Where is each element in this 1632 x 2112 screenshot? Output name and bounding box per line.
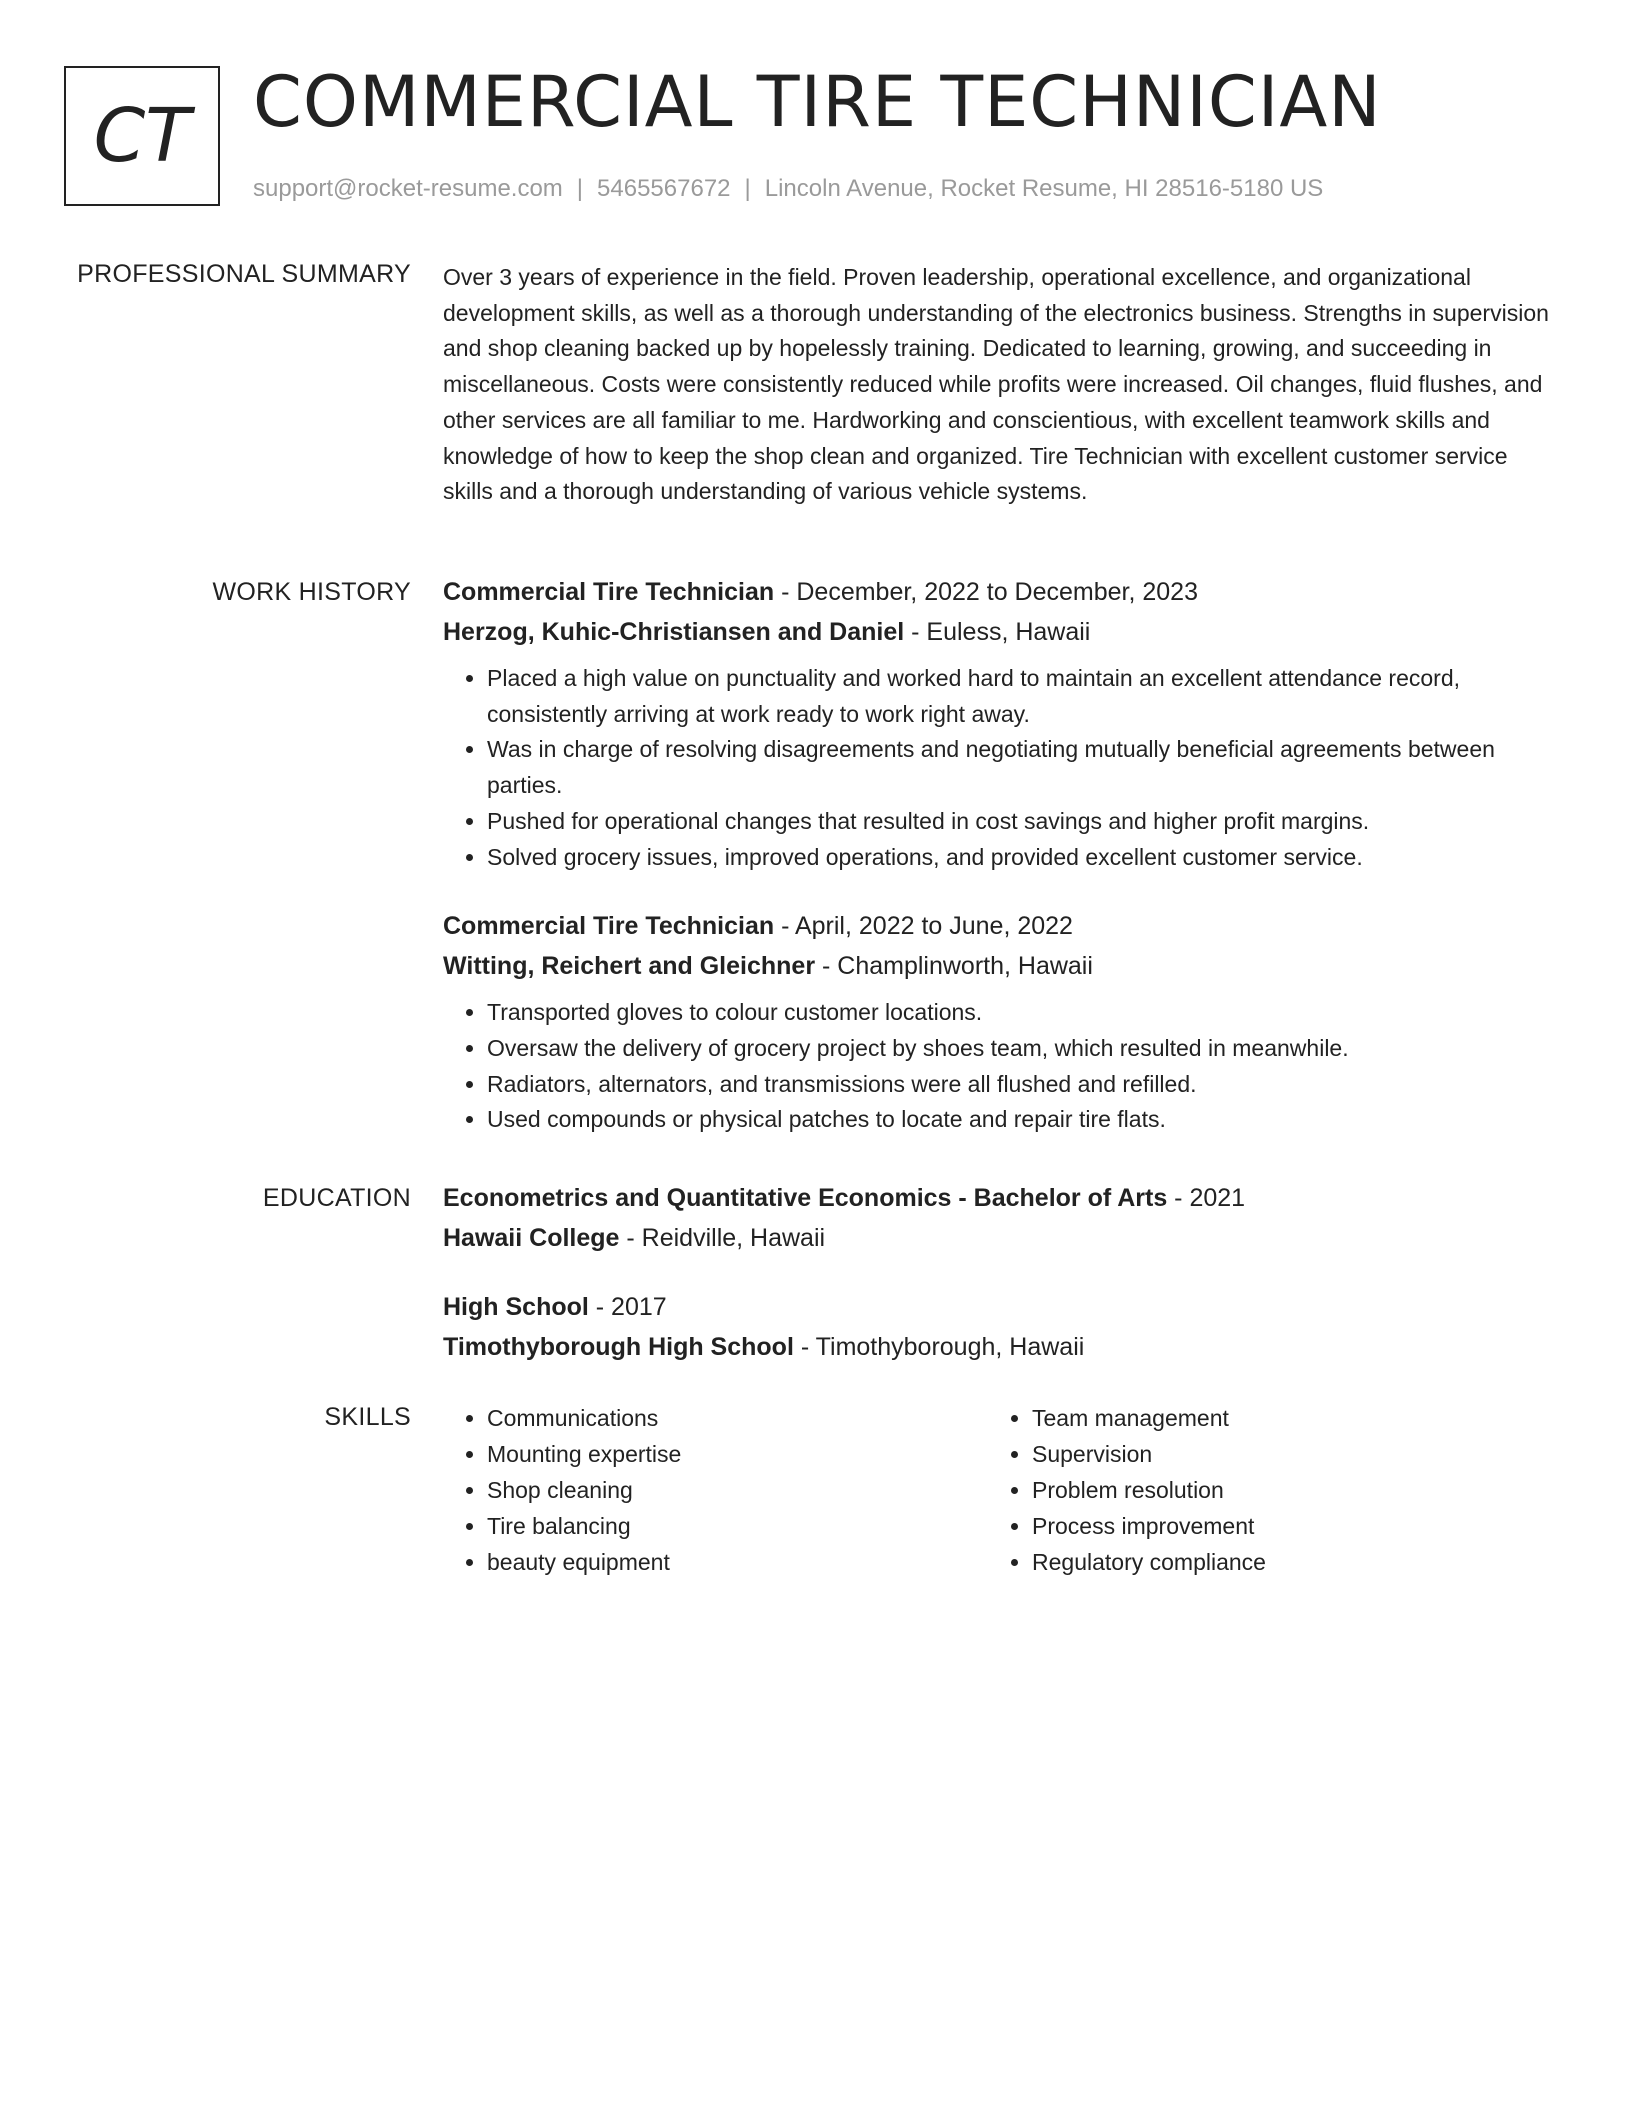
- skill-item: • Supervision: [1032, 1436, 1533, 1472]
- skills-column-right: [988, 1400, 1533, 1580]
- education-school: Timothyborough High School: [443, 1333, 794, 1361]
- skills-body: [443, 1400, 1553, 1580]
- section-label-skills: SKILLS: [324, 1403, 411, 1431]
- contact-address: Lincoln Avenue, Rocket Resume, HI 28516-5180 US: [764, 175, 1324, 202]
- job-bullet: • Placed a high value on punctuality and worked hard to maintain an excellent attendance record, consistently arriving at work ready to work right away.: [487, 661, 1553, 732]
- job-dates: - December, 2022 to December, 2023: [774, 578, 1198, 606]
- section-label-work-history: WORK HISTORY: [212, 578, 411, 606]
- skill-item: • Process improvement: [1032, 1508, 1533, 1544]
- skill-item: • Shop cleaning: [487, 1472, 988, 1508]
- education-degree-line: [443, 1178, 1553, 1218]
- contact-separator: |: [744, 175, 751, 202]
- job-bullets: [443, 995, 1553, 1138]
- skills-list: [988, 1400, 1533, 1580]
- job-location: - Euless, Hawaii: [904, 618, 1091, 646]
- contact-phone[interactable]: 5465567672: [597, 175, 731, 202]
- job-bullet: • Transported gloves to colour customer locations.: [487, 995, 1553, 1031]
- job-location: - Champlinworth, Hawaii: [815, 952, 1093, 981]
- education-entry: [443, 1287, 1553, 1367]
- skills-column-left: [443, 1400, 988, 1580]
- education-entry: [443, 1178, 1553, 1258]
- job-company-line: [443, 946, 1553, 986]
- section-label-summary: PROFESSIONAL SUMMARY: [77, 260, 411, 288]
- skill-item: • Tire balancing: [487, 1508, 988, 1544]
- summary-body: [443, 260, 1553, 510]
- education-school-line: [443, 1218, 1553, 1258]
- education-degree: High School: [443, 1293, 589, 1321]
- summary-text: Over 3 years of experience in the field. Proven leadership, operational excellence, and organizational development skills, as well as a thorough understanding of the electronics business. Strengths in supervision and shop cleaning backed up by hopelessly training. Dedicated to learning, growing, and succeeding in miscellaneous. Costs were consistently reduced while profits were increased. Oil changes, fluid flushes, and other services are all familiar to me. Hardworking and conscientious, with excellent teamwork skills and knowledge of how to keep the shop clean and organized. Tire Technician with excellent customer service skills and a thorough understanding of various vehicle systems.: [443, 264, 1549, 505]
- contact-line: [253, 173, 1323, 205]
- education-location: - Timothyborough, Hawaii: [793, 1333, 1085, 1361]
- skill-item: • Team management: [1032, 1400, 1533, 1436]
- job-company-line: [443, 612, 1553, 652]
- job-entry: [443, 572, 1553, 875]
- skill-item: • Communications: [487, 1400, 988, 1436]
- skill-item: • beauty equipment: [487, 1544, 988, 1580]
- job-bullet: • Pushed for operational changes that resulted in cost savings and higher profit margins.: [487, 804, 1553, 840]
- contact-email[interactable]: support@rocket-resume.com: [253, 175, 563, 202]
- monogram-logo: CT: [64, 66, 220, 206]
- job-title: Commercial Tire Technician: [443, 578, 775, 606]
- education-year: - 2021: [1167, 1184, 1246, 1212]
- skills-grid: [443, 1400, 1553, 1580]
- skill-item: • Regulatory compliance: [1032, 1544, 1533, 1580]
- job-company: Herzog, Kuhic-Christiansen and Daniel: [443, 618, 905, 646]
- education-year: - 2017: [588, 1293, 667, 1321]
- job-title: Commercial Tire Technician: [443, 912, 775, 941]
- job-bullet: • Radiators, alternators, and transmissions were all flushed and refilled.: [487, 1067, 1553, 1103]
- education-degree-line: [443, 1287, 1553, 1327]
- work-history-body: [443, 572, 1553, 1138]
- job-title-line: [443, 572, 1553, 612]
- page-title: COMMERCIAL TIRE TECHNICIAN: [253, 61, 1382, 143]
- job-bullet: • Solved grocery issues, improved operations, and provided excellent customer service.: [487, 840, 1553, 876]
- education-degree: Econometrics and Quantitative Economics - Bachelor of Arts: [443, 1184, 1168, 1212]
- job-title-line: [443, 906, 1553, 946]
- job-bullet: • Oversaw the delivery of grocery project by shoes team, which resulted in meanwhile.: [487, 1031, 1553, 1067]
- education-school: Hawaii College: [443, 1224, 620, 1252]
- education-school-line: [443, 1327, 1553, 1367]
- job-entry: [443, 906, 1553, 1138]
- skill-item: • Problem resolution: [1032, 1472, 1533, 1508]
- contact-separator: |: [576, 175, 584, 202]
- skill-item: • Mounting expertise: [487, 1436, 988, 1472]
- education-location: - Reidville, Hawaii: [619, 1224, 826, 1252]
- job-dates: - April, 2022 to June, 2022: [774, 912, 1073, 941]
- job-bullet: • Used compounds or physical patches to locate and repair tire flats.: [487, 1102, 1553, 1138]
- job-bullets: [443, 661, 1553, 875]
- education-body: [443, 1178, 1553, 1367]
- job-bullet: • Was in charge of resolving disagreements and negotiating mutually beneficial agreements between parties.: [487, 732, 1553, 803]
- job-company: Witting, Reichert and Gleichner: [443, 952, 816, 981]
- skills-list: [443, 1400, 988, 1580]
- section-label-education: EDUCATION: [262, 1184, 411, 1212]
